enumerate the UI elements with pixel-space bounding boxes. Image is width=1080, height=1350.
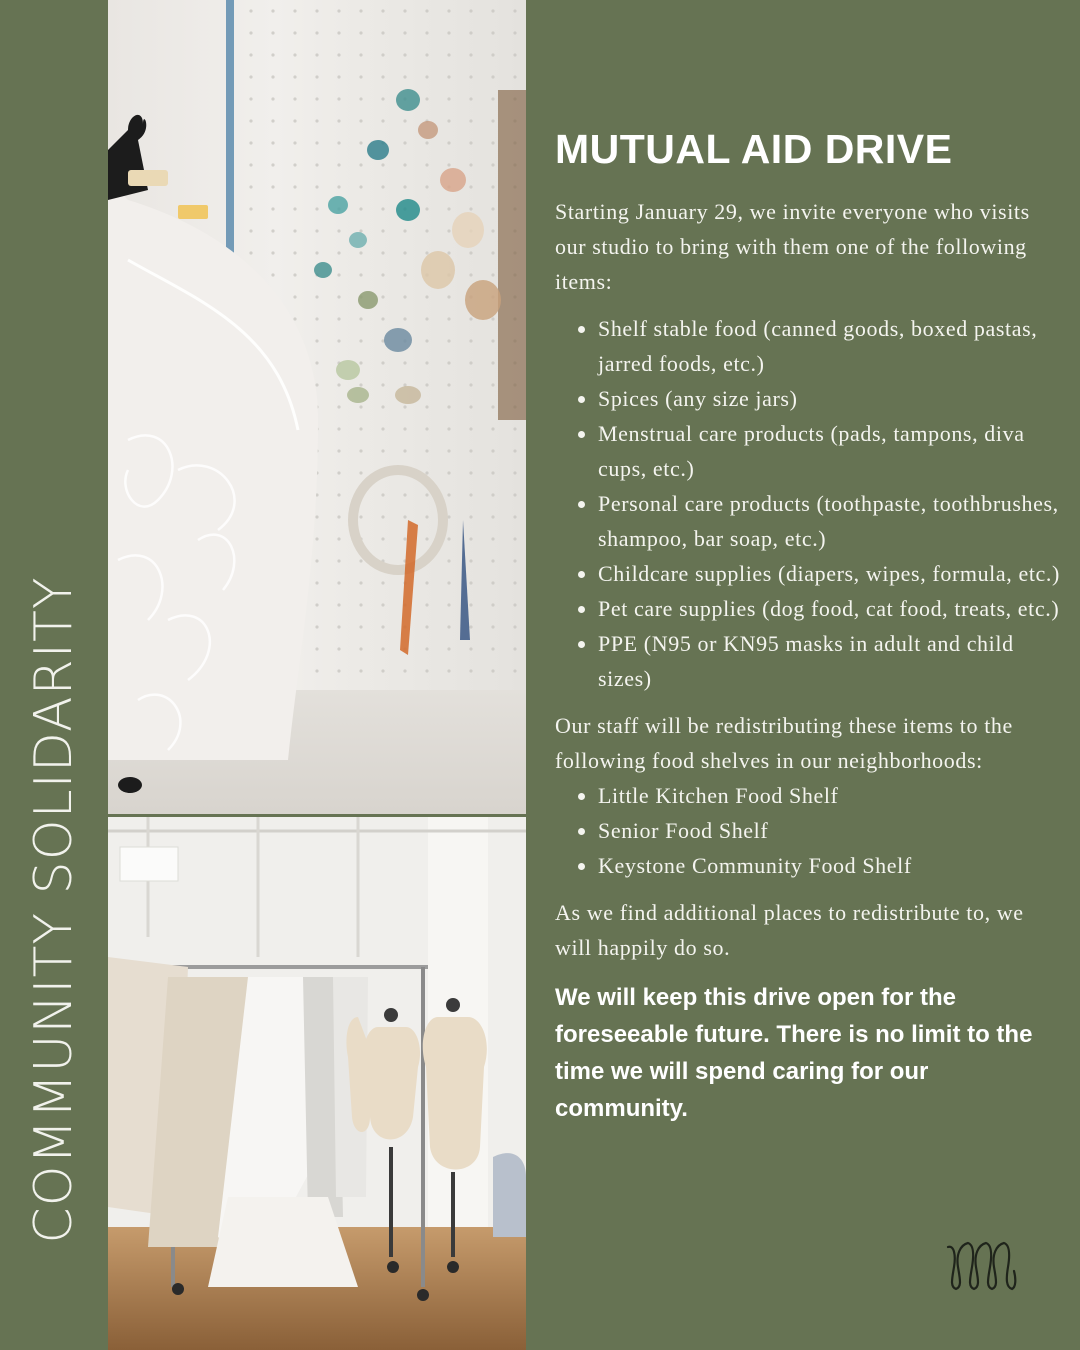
list-item: • Spices (any size jars) — [598, 381, 1060, 416]
list-item: • Little Kitchen Food Shelf — [598, 778, 1060, 813]
list-item: • PPE (N95 or KN95 masks in adult and child sizes) — [598, 626, 1060, 696]
list-item: • Personal care products (toothpaste, toothbrushes, shampoo, bar soap, etc.) — [598, 486, 1060, 556]
side-title: COMMUNITY SOLIDARITY — [24, 576, 84, 1244]
content-panel — [555, 120, 1060, 1127]
list-item: • Shelf stable food (canned goods, boxed pastas, jarred foods, etc.) — [598, 311, 1060, 381]
additional-paragraph: As we find additional places to redistribute to, we will happily do so. — [555, 900, 1024, 960]
list-item: • Pet care supplies (dog food, cat food, treats, etc.) — [598, 591, 1060, 626]
list-item: • Menstrual care products (pads, tampons, diva cups, etc.) — [598, 416, 1060, 486]
closing-statement: We will keep this drive open for the foreseeable future. There is no limit to the time we will spend caring for our community. — [555, 984, 1033, 1122]
intro-paragraph: Starting January 29, we invite everyone who visits our studio to bring with them one of the following items: — [555, 199, 1030, 294]
photo-studio-racks — [108, 817, 526, 1350]
food-shelves-list — [555, 778, 1060, 883]
list-item: • Keystone Community Food Shelf — [598, 848, 1060, 883]
items-list — [555, 311, 1060, 696]
list-item: • Senior Food Shelf — [598, 813, 1060, 848]
page-title: MUTUAL AID DRIVE — [555, 126, 953, 172]
redistribution-paragraph: Our staff will be redistributing these items to the following food shelves in our neighborhoods: — [555, 713, 1013, 773]
stitched-letter-logo-icon — [944, 1235, 1020, 1295]
list-item: • Childcare supplies (diapers, wipes, formula, etc.) — [598, 556, 1060, 591]
photo-studio-pegboard — [108, 0, 526, 814]
photo-column — [108, 0, 526, 1350]
